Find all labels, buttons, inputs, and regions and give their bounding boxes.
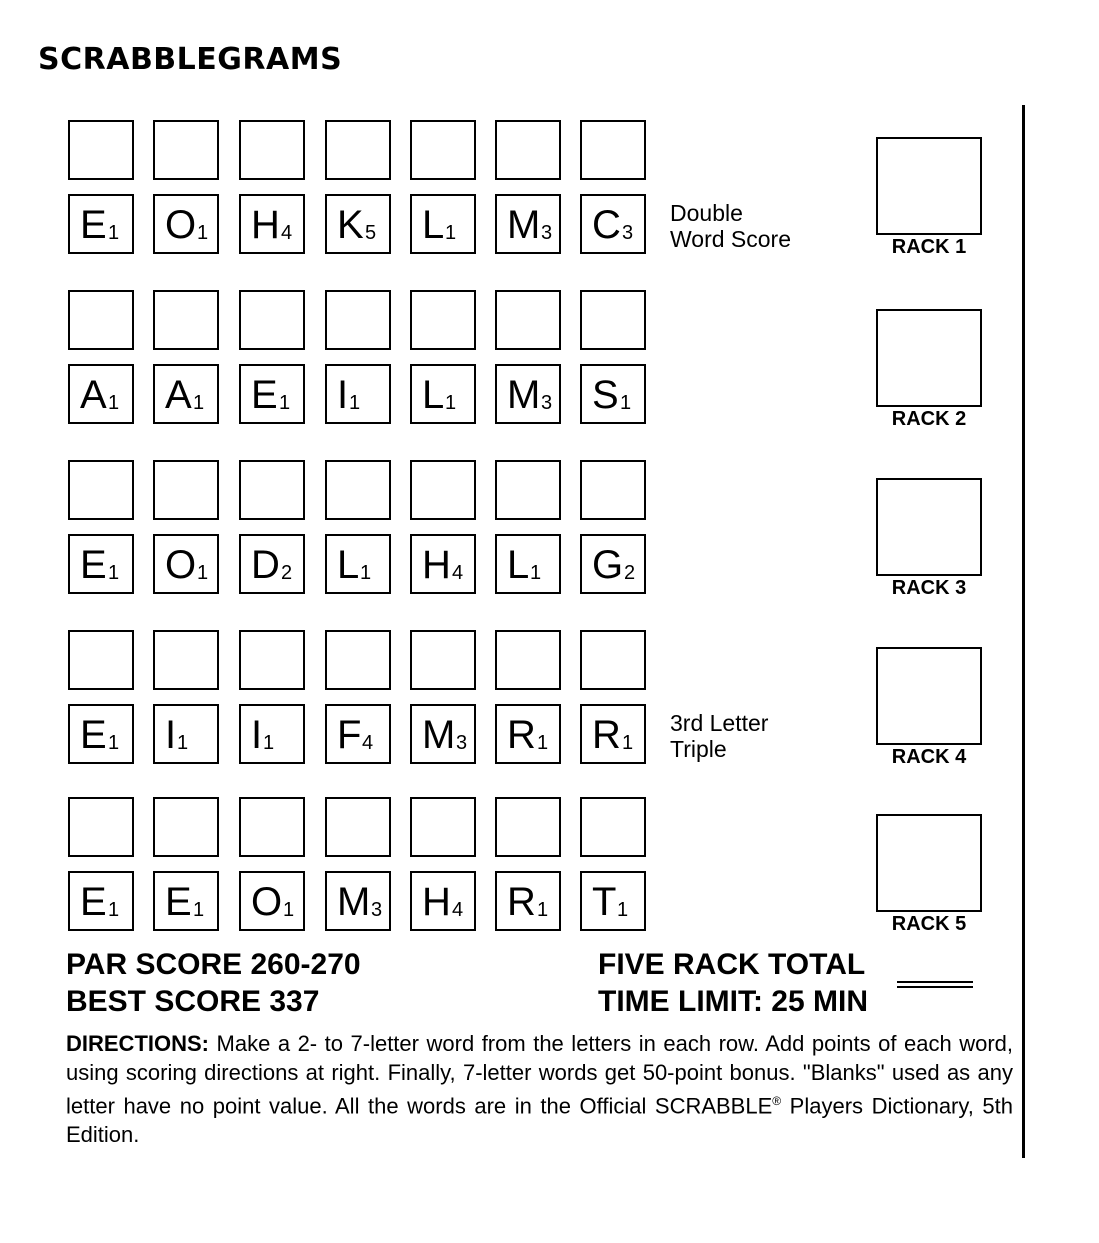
letter-tile [68, 364, 134, 424]
tile-points: 1 [108, 732, 120, 754]
answer-box[interactable] [153, 120, 219, 180]
tile-letter: S [592, 373, 619, 417]
tile-letter: O [251, 880, 283, 924]
tile-letter: I [165, 713, 177, 757]
tile-points: 1 [537, 732, 549, 754]
letter-tile [153, 871, 219, 931]
tile-points: 1 [279, 392, 291, 414]
answer-box[interactable] [153, 630, 219, 690]
answer-box[interactable] [68, 797, 134, 857]
letter-tile [325, 534, 391, 594]
rack-score-box[interactable] [876, 478, 982, 576]
tile-points: 3 [541, 392, 553, 414]
tile-letter: M [337, 880, 371, 924]
rack-label: RACK 1 [891, 236, 967, 258]
directions-text-end: Players Dictionary, 5th Edition. [66, 1093, 1013, 1147]
answer-box[interactable] [410, 460, 476, 520]
answer-box[interactable] [580, 460, 646, 520]
answer-box[interactable] [495, 290, 561, 350]
tile-points: 3 [371, 899, 383, 921]
tile-letter: D [251, 543, 280, 587]
letter-tile [239, 194, 305, 254]
letter-tile [495, 871, 561, 931]
answer-box[interactable] [495, 120, 561, 180]
answer-box[interactable] [239, 290, 305, 350]
tile-points: 4 [452, 562, 464, 584]
letter-tile [153, 704, 219, 764]
tile-points: 1 [108, 222, 120, 244]
tile-points: 1 [445, 392, 457, 414]
answer-box[interactable] [68, 120, 134, 180]
letter-tile [153, 194, 219, 254]
rack-score-box[interactable] [876, 647, 982, 745]
letter-tile [325, 194, 391, 254]
letter-tile [495, 534, 561, 594]
tile-letter: E [80, 543, 107, 587]
tile-letter: M [507, 373, 541, 417]
par-score: PAR SCORE 260-270 [66, 948, 361, 981]
answer-box[interactable] [580, 120, 646, 180]
answer-box[interactable] [68, 460, 134, 520]
tile-points: 1 [108, 899, 120, 921]
answer-box[interactable] [410, 797, 476, 857]
tile-points: 3 [456, 732, 468, 754]
tile-letter: M [422, 713, 456, 757]
tile-letter: E [165, 880, 192, 924]
tile-letter: C [592, 203, 621, 247]
answer-box[interactable] [580, 630, 646, 690]
tile-points: 2 [624, 562, 636, 584]
tile-points: 1 [108, 392, 120, 414]
tile-letter: F [337, 713, 362, 757]
answer-box[interactable] [239, 120, 305, 180]
letter-tile [68, 534, 134, 594]
tile-points: 5 [365, 222, 377, 244]
letter-tile [325, 364, 391, 424]
letter-tile [68, 871, 134, 931]
answer-box[interactable] [325, 460, 391, 520]
letter-tile [580, 534, 646, 594]
time-limit: TIME LIMIT: 25 MIN [598, 985, 868, 1018]
best-score: BEST SCORE 337 [66, 985, 320, 1018]
tile-points: 1 [197, 562, 209, 584]
letter-tile [68, 704, 134, 764]
puzzle-title: SCRABBLEGRAMS [38, 42, 343, 77]
rack-label: RACK 5 [891, 913, 967, 935]
tile-letter: I [337, 373, 349, 417]
tile-letter: E [80, 713, 107, 757]
tile-points: 1 [622, 732, 634, 754]
tile-points: 1 [349, 392, 361, 414]
answer-box[interactable] [153, 797, 219, 857]
tile-points: 1 [530, 562, 542, 584]
tile-letter: H [422, 543, 451, 587]
letter-tile [410, 364, 476, 424]
tile-letter: T [592, 880, 617, 924]
answer-box[interactable] [325, 630, 391, 690]
scoring-note-line: 3rd Letter [670, 710, 769, 736]
tile-points: 1 [360, 562, 372, 584]
letter-tile [495, 194, 561, 254]
directions-label: DIRECTIONS: [66, 1031, 209, 1056]
letter-tile [495, 364, 561, 424]
tile-points: 1 [283, 899, 295, 921]
tile-points: 4 [362, 732, 374, 754]
letter-tile [239, 871, 305, 931]
letter-tile [580, 194, 646, 254]
tile-letter: H [251, 203, 280, 247]
answer-box[interactable] [325, 290, 391, 350]
tile-letter: M [507, 203, 541, 247]
tile-points: 3 [622, 222, 634, 244]
tile-letter: E [251, 373, 278, 417]
tile-points: 1 [617, 899, 629, 921]
tile-points: 1 [177, 732, 189, 754]
answer-box[interactable] [325, 797, 391, 857]
total-answer-line-double [897, 986, 973, 988]
tile-letter: L [337, 543, 360, 587]
answer-box[interactable] [410, 290, 476, 350]
answer-box[interactable] [495, 460, 561, 520]
answer-box[interactable] [239, 460, 305, 520]
letter-tile [239, 534, 305, 594]
tile-letter: L [422, 203, 445, 247]
answer-box[interactable] [68, 290, 134, 350]
rack-score-box[interactable] [876, 137, 982, 235]
answer-box[interactable] [153, 290, 219, 350]
tile-letter: G [592, 543, 624, 587]
tile-letter: R [592, 713, 621, 757]
tile-points: 1 [197, 222, 209, 244]
letter-tile [410, 194, 476, 254]
answer-box[interactable] [325, 120, 391, 180]
scoring-note [670, 200, 791, 252]
tile-points: 1 [193, 392, 205, 414]
tile-points: 4 [281, 222, 293, 244]
rack-score-box[interactable] [876, 814, 982, 912]
tile-points: 1 [537, 899, 549, 921]
tile-points: 1 [620, 392, 632, 414]
scoring-note-line: Word Score [670, 226, 792, 252]
tile-letter: E [80, 203, 107, 247]
tile-letter: O [165, 203, 197, 247]
letter-tile [580, 364, 646, 424]
letter-tile [580, 871, 646, 931]
registered-mark: ® [772, 1094, 782, 1108]
tile-letter: L [422, 373, 445, 417]
total-answer-line[interactable] [897, 981, 973, 983]
answer-box[interactable] [495, 630, 561, 690]
answer-box[interactable] [410, 630, 476, 690]
answer-box[interactable] [153, 460, 219, 520]
answer-box[interactable] [68, 630, 134, 690]
scoring-note-line: Triple [670, 736, 727, 762]
tile-letter: R [507, 880, 536, 924]
tile-points: 2 [281, 562, 293, 584]
letter-tile [325, 871, 391, 931]
answer-box[interactable] [580, 797, 646, 857]
answer-box[interactable] [410, 120, 476, 180]
letter-tile [580, 704, 646, 764]
answer-box[interactable] [580, 290, 646, 350]
tile-points: 4 [452, 899, 464, 921]
directions-text: Make a 2- to 7-letter word from the letters in each row. Add points of each word, using scoring directions at right. Finally, 7-letter words get 50-point bonus. "Blanks" used as any letter have no point value. All the words are in the Official SCRABBLE [66, 1031, 1013, 1119]
rack-label: RACK 3 [891, 577, 967, 599]
tile-points: 1 [108, 562, 120, 584]
letter-tile [410, 534, 476, 594]
tile-points: 3 [541, 222, 553, 244]
tile-letter: I [251, 713, 263, 757]
rack-label: RACK 4 [891, 746, 967, 768]
tile-letter: H [422, 880, 451, 924]
answer-box[interactable] [495, 797, 561, 857]
right-divider-line [1022, 105, 1025, 1158]
letter-tile [153, 364, 219, 424]
tile-letter: O [165, 543, 197, 587]
letter-tile [410, 871, 476, 931]
tile-points: 1 [263, 732, 275, 754]
letter-tile [239, 364, 305, 424]
letter-tile [153, 534, 219, 594]
letter-tile [495, 704, 561, 764]
tile-letter: E [80, 880, 107, 924]
five-rack-total-label: FIVE RACK TOTAL [598, 948, 866, 981]
tile-letter: K [337, 203, 364, 247]
rack-score-box[interactable] [876, 309, 982, 407]
letter-tile [410, 704, 476, 764]
scoring-note-line: Double [670, 200, 743, 226]
tile-letter: A [80, 373, 107, 417]
answer-box[interactable] [239, 630, 305, 690]
letter-tile [325, 704, 391, 764]
tile-points: 1 [445, 222, 457, 244]
tile-letter: L [507, 543, 530, 587]
scoring-note [670, 710, 768, 762]
tile-points: 1 [193, 899, 205, 921]
tile-letter: R [507, 713, 536, 757]
answer-box[interactable] [239, 797, 305, 857]
rack-label: RACK 2 [891, 408, 967, 430]
directions [66, 1030, 1013, 1149]
tile-letter: A [165, 373, 192, 417]
letter-tile [68, 194, 134, 254]
letter-tile [239, 704, 305, 764]
